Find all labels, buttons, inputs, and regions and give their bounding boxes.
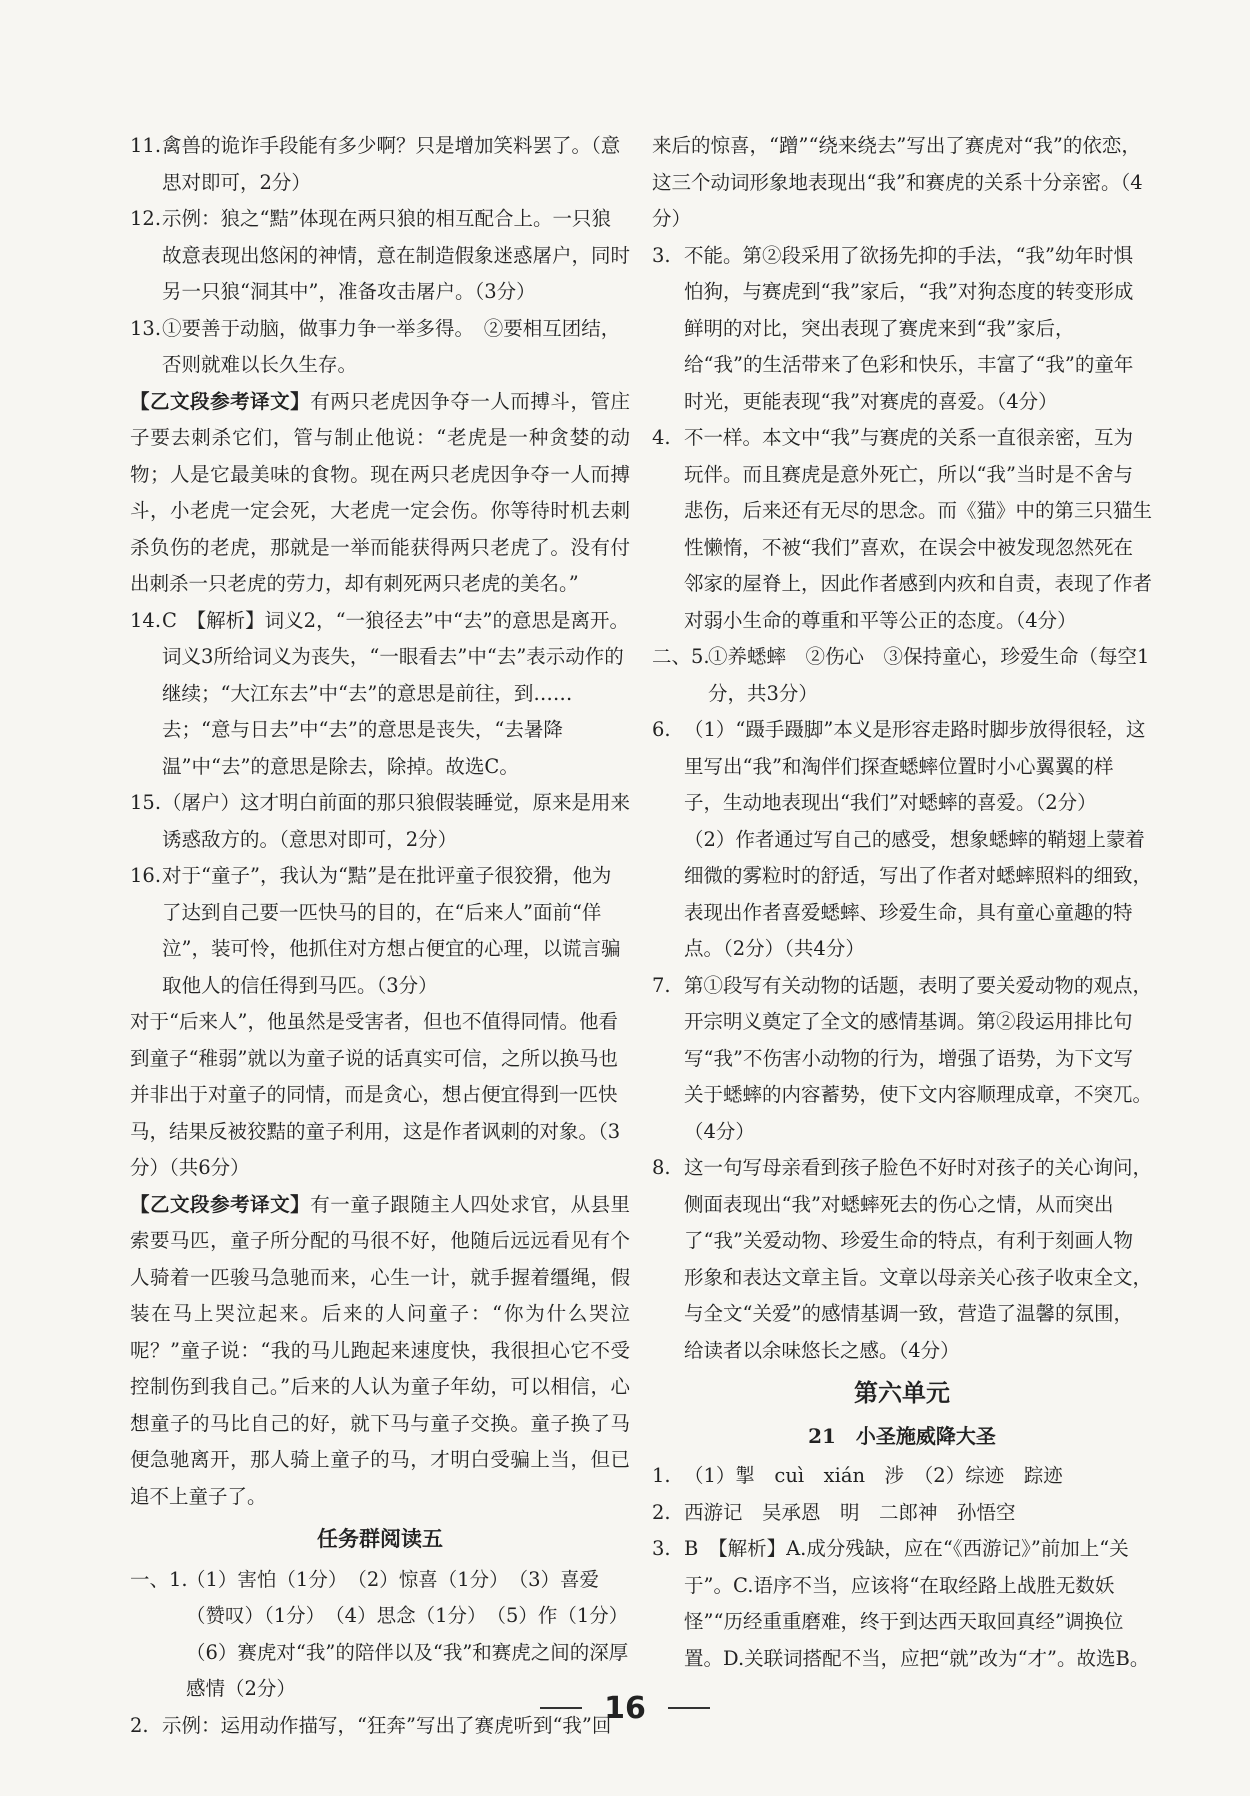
item-number: 二、5. <box>652 645 710 668</box>
answer-item <box>652 1531 1152 1677</box>
item-number: 4. <box>652 426 671 449</box>
item-number: 11. <box>130 134 162 157</box>
item-text: （屠户）这才明白前面的那只狼假装睡觉，原来是用来诱惑敌方的。（意思对即可，2分） <box>162 791 631 851</box>
item-text: （2）作者通过写自己的感受，想象蟋蟀的鞘翅上蒙着细微的雾粒时的舒适，写出了作者对蟋蟀照料的细致，表现出作者喜爱蟋蟀、珍爱生命，具有童心童趣的特点。（2分）（共4分） <box>684 827 1153 960</box>
answer-item <box>130 1004 630 1187</box>
item-text: 对于“童子”，我认为“黠”是在批评童子很狡猾，他为了达到自己要一匹快马的目的，在“后来人”面前“佯泣”，装可怜，他抓住对方想占便宜的心理，以谎言骗取他人的信任得到马匹。（3分） <box>162 864 621 997</box>
item-number: 1. <box>652 1464 671 1487</box>
page-footer <box>0 1688 1250 1728</box>
item-text: 西游记 吴承恩 明 二郎神 孙悟空 <box>684 1500 1016 1524</box>
left-column <box>130 128 639 1744</box>
item-number: 13. <box>130 316 162 340</box>
item-number: 3. <box>652 243 671 267</box>
answer-item <box>652 1458 1152 1495</box>
item-text: C 【解析】词义2，“一狼径去”中“去”的意思是离开。词义3所给词义为丧失，“一眼看去”中“去”表示动作的继续；“大江东去”中“去”的意思是前往，到……去；“意与日去”中“去”的意思是丧失，“去暑降温”中“去”的意思是除去，除掉。故选C。 <box>162 608 629 778</box>
answer-item <box>652 128 1152 238</box>
item-text: B 【解析】A.成分残缺，应在“《西游记》”前加上“关于”。C.语序不当，应该将“在取经路上战胜无数妖怪”“历经重重磨难，终于到达西天取回真经”调换位置。D.关联词搭配不当，应把“就”改为“才”。故选B。 <box>684 1537 1150 1670</box>
item-text: 对于“后来人”，他虽然是受害者，但也不值得同情。他看到童子“稚弱”就以为童子说的话真实可信，之所以换马也并非出于对童子的同情，而是贪心，想占便宜得到一匹快马，结果反被狡黠的童子利用，这是作者讽刺的对象。（3分）（共6分） <box>130 1010 621 1179</box>
right-column <box>652 128 1152 1677</box>
item-text: 示例：狼之“黠”体现在两只狼的相互配合上。一只狼故意表现出悠闲的神情，意在制造假象迷惑屠户，同时另一只狼“洞其中”，准备攻击屠户。（3分） <box>162 207 631 303</box>
answer-item <box>130 311 630 384</box>
answer-item <box>652 1495 1152 1532</box>
answer-item <box>652 968 1152 1151</box>
answer-item <box>652 1150 1152 1369</box>
section-heading: 21 小圣施威降大圣 <box>808 1423 996 1448</box>
item-text: 第①段写有关动物的话题，表明了要关爱动物的观点，开宗明义奠定了全文的感情基调。第②段运用排比句写“我”不伤害小动物的行为，增强了语势，为下文写关于蟋蟀的内容蓄势，使下文内容顺理成章，不突兀。（4分） <box>684 973 1153 1143</box>
item-number: 一、1. <box>130 1567 188 1591</box>
answer-item <box>130 785 630 858</box>
item-text: 这一句写母亲看到孩子脸色不好时对孩子的关心询问，侧面表现出“我”对蟋蟀死去的伤心之情，从而突出了“我”关爱动物、珍爱生命的特点，有利于刻画人物形象和表达文章主旨。文章以母亲关心孩子收束全文，与全文“关爱”的感情基调一致，营造了温馨的氛围，给读者以余味悠长之感。（4分） <box>684 1156 1153 1362</box>
item-number: 2. <box>652 1500 671 1524</box>
item-text: 不一样。本文中“我”与赛虎的关系一直很亲密，互为玩伴。而且赛虎是意外死亡，所以“我”当时是不舍与悲伤，后来还有无尽的思念。而《猫》中的第三只猫生性懒惰，不被“我们”喜欢，在误会中被发现忽然死在邻家的屋脊上，因此作者感到内疚和自责，表现了作者对弱小生命的尊重和平等公正的态度。（4分） <box>684 426 1153 632</box>
translation-tag: 【乙文段参考译文】 <box>130 1192 311 1216</box>
page-number: 16 <box>604 1690 646 1726</box>
item-text: 来后的惊喜，“蹭”“绕来绕去”写出了赛虎对“我”的依恋，这三个动词形象地表现出“我”和赛虎的关系十分亲密。（4分） <box>652 134 1143 230</box>
answer-item <box>130 858 630 1004</box>
item-text: ①养蟋蟀 ②伤心 ③保持童心，珍爱生命（每空1分，共3分） <box>708 645 1150 705</box>
answer-item <box>130 201 630 311</box>
item-number: 15. <box>130 791 162 814</box>
item-number: 16. <box>130 864 162 887</box>
item-number: 14. <box>130 608 162 632</box>
item-number: 6. <box>652 718 671 741</box>
translation-text: 有两只老虎因争夺一人而搏斗，管庄子要去刺杀它们，管与制止他说：“老虎是一种贪婪的动物；人是它最美味的食物。现在两只老虎因争夺一人而搏斗，小老虎一定会死，大老虎一定会伤。你等待时机去刺杀负伤的老虎，那就是一举而能获得两只老虎了。没有付出刺杀一只老虎的劳力，却有刺死两只老虎的美名。” <box>130 389 630 595</box>
item-number: 8. <box>652 1156 671 1179</box>
answer-item <box>652 712 1152 822</box>
item-text: ①要善于动脑，做事力争一举多得。 ②要相互团结，否则就难以长久生存。 <box>162 316 621 376</box>
translation-tag: 【乙文段参考译文】 <box>130 389 311 413</box>
section-heading: 第六单元 <box>854 1378 950 1407</box>
section-heading: 任务群阅读五 <box>317 1526 443 1551</box>
answer-item <box>130 128 630 201</box>
item-number: 2. <box>130 1713 149 1737</box>
item-number: 3. <box>652 1537 671 1560</box>
item-text: 示例：运用动作描写，“狂奔”写出了赛虎听到“我”回 <box>162 1713 612 1737</box>
item-number: 12. <box>130 207 162 230</box>
footer-dash-left <box>540 1707 582 1709</box>
item-text: （1）掣 cuì xián 涉 （2）综迹 踪迹 <box>684 1464 1063 1487</box>
footer-dash-right <box>668 1707 710 1709</box>
translation-paragraph <box>130 1187 630 1516</box>
answer-item <box>130 1562 639 1708</box>
item-text: 不能。第②段采用了欲扬先抑的手法，“我”幼年时惧怕狗，与赛虎到“我”家后，“我”对狗态度的转变形成鲜明的对比，突出表现了赛虎来到“我”家后，给“我”的生活带来了色彩和快乐，丰富了“我”的童年时光，更能表现“我”对赛虎的喜爱。（4分） <box>684 243 1134 413</box>
answer-item <box>652 639 1152 712</box>
answer-item <box>130 603 630 786</box>
item-text: （1）害怕（1分） （2）惊喜（1分） （3）喜爱（赞叹）（1分） （4）思念（1分） （5）作（1分） （6）赛虎对“我”的陪伴以及“我”和赛虎之间的深厚感情（2分） <box>186 1567 639 1700</box>
item-text: （1）“蹑手蹑脚”本义是形容走路时脚步放得很轻，这里写出“我”和淘伴们探查蟋蟀位置时小心翼翼的样子，生动地表现出“我们”对蟋蟀的喜爱。（2分） <box>684 718 1146 814</box>
item-number: 7. <box>652 973 671 997</box>
translation-paragraph <box>130 384 630 603</box>
answer-item <box>652 238 1152 421</box>
answer-item <box>652 420 1152 639</box>
translation-text: 有一童子跟随主人四处求官，从县里索要马匹，童子所分配的马很不好，他随后远远看见有个人骑着一匹骏马急驰而来，心生一计，就手握着缰绳，假装在马上哭泣起来。后来的人问童子：“你为什么哭泣呢？”童子说：“我的马儿跑起来速度快，我很担心它不受控制伤到我自己。”后来的人认为童子年幼，可以相信，心想童子的马比自己的好，就下马与童子交换。童子换了马便急驰离开，那人骑上童子的马，才明白受骗上当，但已追不上童子了。 <box>130 1192 630 1508</box>
item-text: 禽兽的诡诈手段能有多少啊？只是增加笑料罢了。（意思对即可，2分） <box>162 134 621 194</box>
answer-item <box>652 822 1152 968</box>
